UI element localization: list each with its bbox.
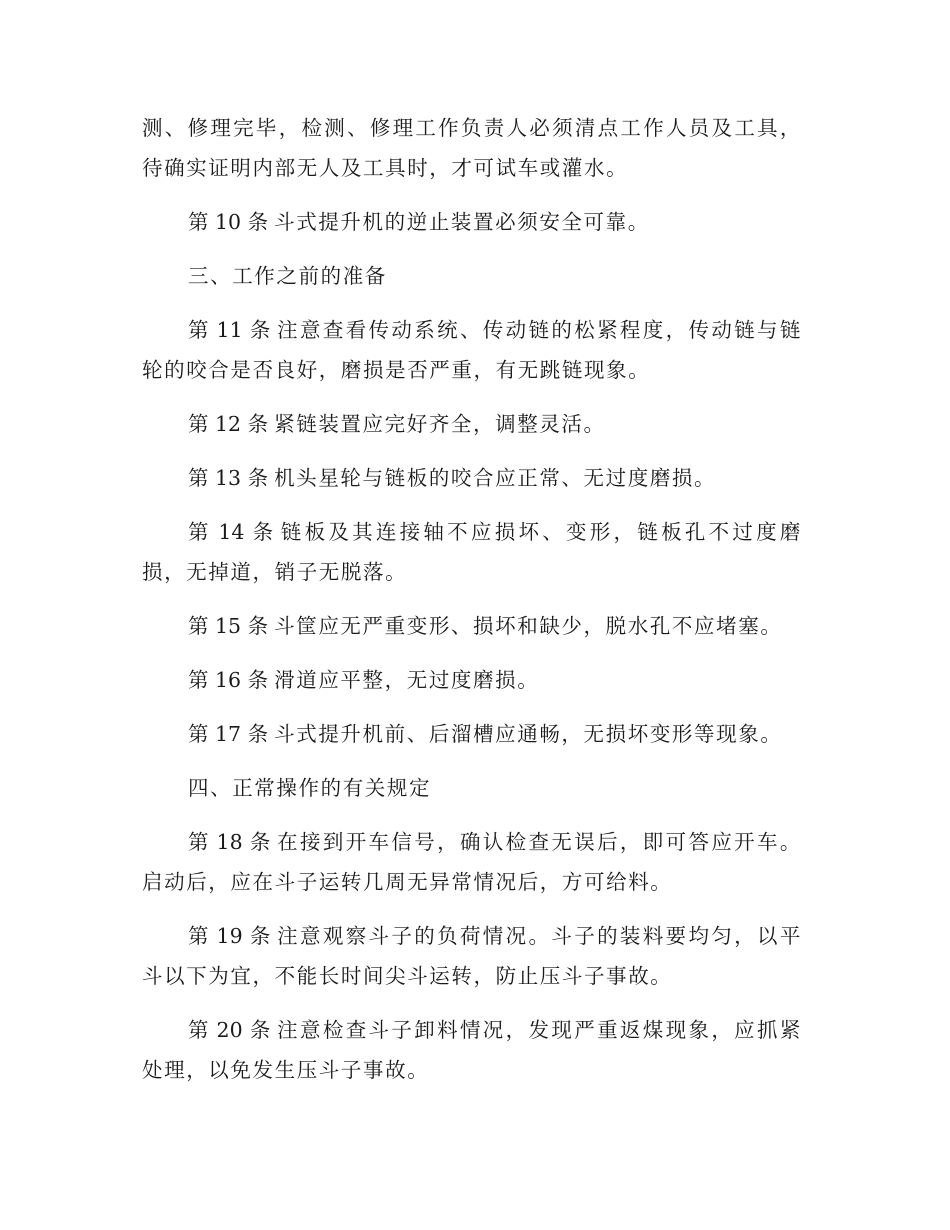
article-text: 机头星轮与链板的咬合应正常、无过度磨损。 [274,466,717,490]
article-number: 第 20 条 [188,1018,272,1042]
section-heading-text: 四、正常操作的有关规定 [188,776,432,800]
section-heading-3 [142,256,802,296]
article-number: 第 12 条 [188,412,269,436]
article-number: 第 16 条 [188,668,269,692]
article-number: 第 10 条 [188,210,269,234]
article-text: 斗式提升机前、后溜槽应通畅，无损坏变形等现象。 [274,722,783,746]
article-10 [142,202,802,242]
article-number: 第 17 条 [188,722,269,746]
article-20 [142,1010,802,1090]
paragraph-text: 测、修理完毕，检测、修理工作负责人必须清点工作人员及工具，待确实证明内部无人及工具时，才可试车或灌水。 [142,116,802,180]
article-number: 第 13 条 [188,466,269,490]
article-19 [142,916,802,996]
article-16 [142,660,802,700]
article-text: 滑道应平整，无过度磨损。 [274,668,540,692]
article-14 [142,512,802,592]
article-text: 斗筐应无严重变形、损坏和缺少，脱水孔不应堵塞。 [274,614,783,638]
article-number: 第 19 条 [188,924,272,948]
article-text: 链板及其连接轴不应损坏、变形，链板孔不过度磨损，无掉道，销子无脱落。 [142,520,802,584]
article-text: 注意观察斗子的负荷情况。斗子的装料要均匀，以平斗以下为宜，不能长时间尖斗运转，防止压斗子事故。 [142,924,802,988]
article-15 [142,606,802,646]
article-number: 第 11 条 [188,318,272,342]
article-13 [142,458,802,498]
paragraph-continuation [142,108,802,188]
article-text: 注意检查斗子卸料情况，发现严重返煤现象，应抓紧处理，以免发生压斗子事故。 [142,1018,802,1082]
article-12 [142,404,802,444]
article-number: 第 14 条 [188,520,275,544]
article-number: 第 15 条 [188,614,269,638]
section-heading-text: 三、工作之前的准备 [188,264,387,288]
article-number: 第 18 条 [188,830,272,854]
section-heading-4 [142,768,802,808]
article-text: 斗式提升机的逆止装置必须安全可靠。 [274,210,650,234]
article-text: 注意查看传动系统、传动链的松紧程度，传动链与链轮的咬合是否良好，磨损是否严重，有无跳链现象。 [142,318,802,382]
article-text: 在接到开车信号，确认检查无误后，即可答应开车。启动后，应在斗子运转几周无异常情况后，方可给料。 [142,830,802,894]
article-17 [142,714,802,754]
document-body [142,108,802,1104]
article-text: 紧链装置应完好齐全，调整灵活。 [274,412,606,436]
article-11 [142,310,802,390]
article-18 [142,822,802,902]
